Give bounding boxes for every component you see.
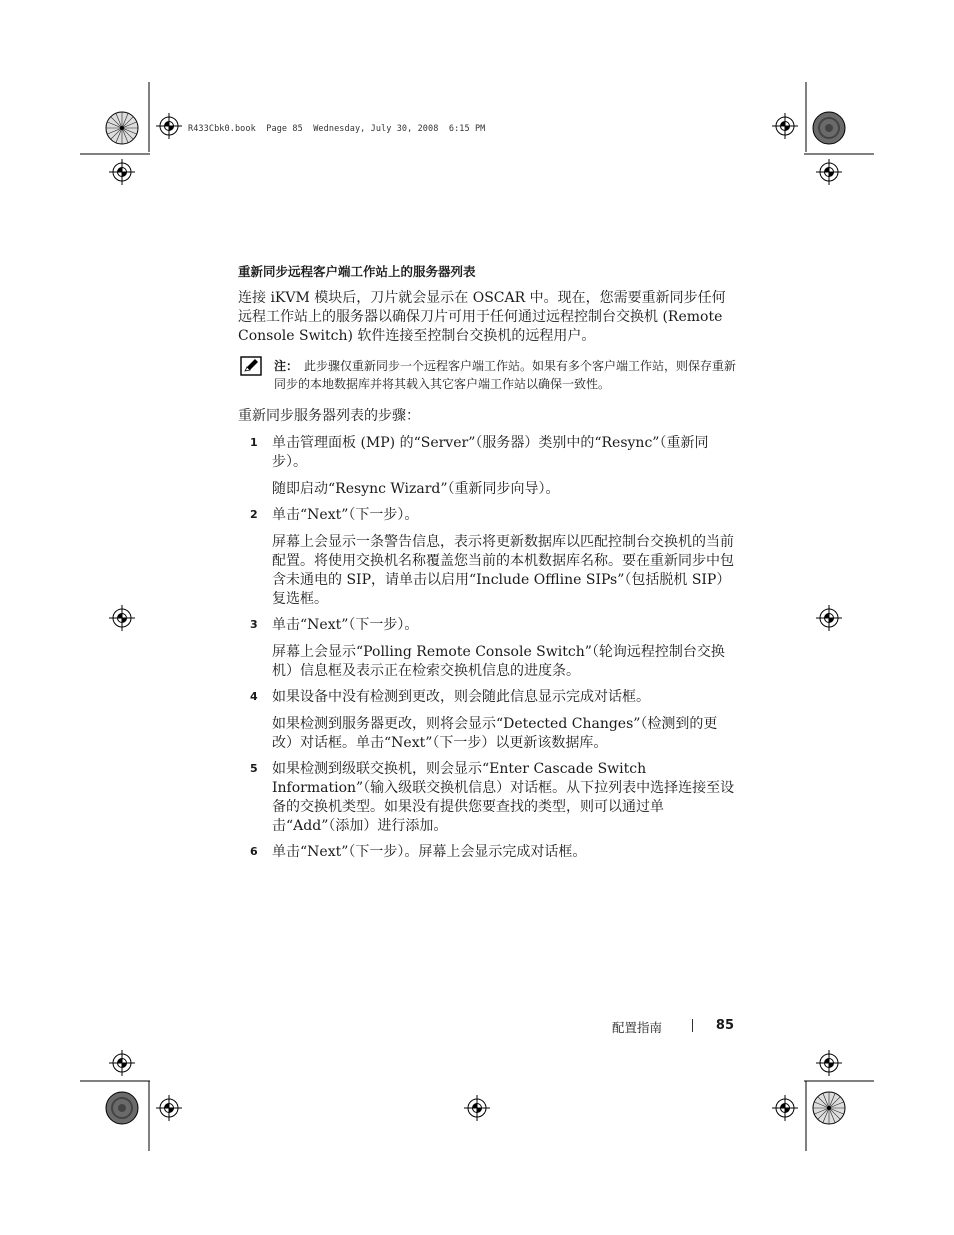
step-text: 单击“Next”（下一步）。 (272, 617, 419, 633)
page-number: 85 (715, 1018, 734, 1033)
steps-intro: 重新同步服务器列表的步骤： (238, 408, 420, 424)
intro-paragraph: 连接 iKVM 模块后，刀片就会显示在 OSCAR 中。现在，您需要重新同步任何远程工作站上的服务器以确保刀片可用于任何通过远程控制台交换机 (Remote Console Switch) 软件连接至控制台交换机的远程用户。 (238, 290, 726, 344)
step-text: 单击管理面板 (MP) 的“Server”（服务器）类别中的“Resync”（重新同步）。 (272, 435, 709, 470)
step-number: 4 (250, 690, 258, 703)
page-footer (612, 1018, 736, 1038)
note-block (238, 358, 738, 393)
step-item (238, 434, 738, 499)
step-item (238, 688, 738, 753)
note-pencil-icon (240, 356, 262, 376)
step-item (238, 760, 738, 836)
step-text: 单击“Next”（下一步）。屏幕上会显示完成对话框。 (272, 844, 587, 860)
step-detail: 屏幕上会显示“Polling Remote Console Switch”（轮询远程控制台交换机）信息框及表示正在检索交换机信息的进度条。 (272, 644, 725, 679)
step-text: 单击“Next”（下一步）。 (272, 507, 419, 523)
note-body: 此步骤仅重新同步一个远程客户端工作站。如果有多个客户端工作站，则保存重新同步的本地数据库并将其载入其它客户端工作站以确保一致性。 (274, 359, 737, 391)
step-number: 3 (250, 618, 258, 631)
step-detail: 如果检测到服务器更改，则将会显示“Detected Changes”（检测到的更改）对话框。单击“Next”（下一步）以更新该数据库。 (272, 716, 718, 751)
note-label: 注： (274, 359, 299, 373)
step-detail: 随即启动“Resync Wizard”（重新同步向导）。 (272, 481, 560, 497)
step-number: 1 (250, 436, 258, 449)
note-text (274, 358, 738, 393)
footer-separator (692, 1019, 693, 1032)
step-item (238, 506, 738, 609)
main-content (238, 262, 738, 869)
section-heading: 重新同步远程客户端工作站上的服务器列表 (238, 264, 476, 279)
footer-label: 配置指南 (612, 1020, 663, 1035)
step-number: 6 (250, 845, 258, 858)
step-text: 如果检测到级联交换机，则会显示“Enter Cascade Switch Information”（输入级联交换机信息）对话框。从下拉列表中选择连接至设备的交换机类型。如果没有提供您要查找的类型，则可以通过单击“Add”（添加）进行添加。 (272, 761, 735, 834)
step-detail: 屏幕上会显示一条警告信息，表示将更新数据库以匹配控制台交换机的当前配置。将使用交换机名称覆盖您当前的本机数据库名称。要在重新同步中包含未通电的 SIP，请单击以启用“Include Offline SIPs”（包括脱机 SIP）复选框。 (272, 534, 734, 607)
step-number: 5 (250, 762, 258, 775)
step-text: 如果设备中没有检测到更改，则会随此信息显示完成对话框。 (272, 689, 650, 705)
step-item (238, 616, 738, 681)
step-item (238, 843, 738, 862)
book-header-line: R433Cbk0.book Page 85 Wednesday, July 30, 2008 6:15 PM (188, 124, 486, 134)
step-number: 2 (250, 508, 258, 521)
